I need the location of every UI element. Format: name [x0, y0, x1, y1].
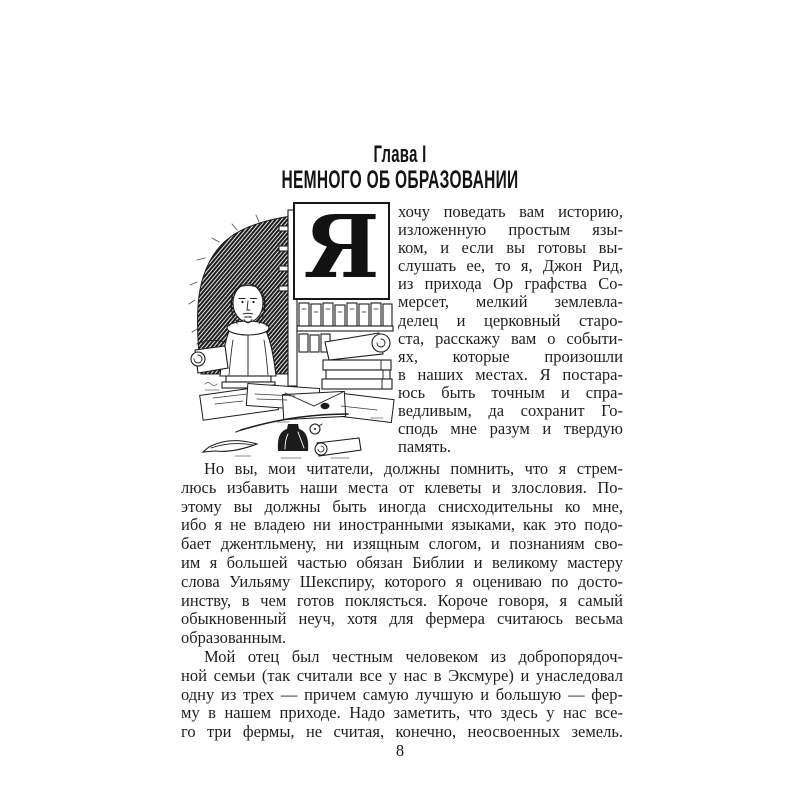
text-line: образованным. — [181, 628, 287, 648]
text-line: бает джентльмену, ни изящным слогом, и познаниям сво- — [181, 534, 623, 554]
text-line: делец и церковный старо- — [398, 310, 623, 330]
text-line: слова Уильяму Шекспиру, которого я оцениваю по досто- — [181, 571, 623, 591]
text-line: этому вы должны быть иногда снисходительны ко мне, — [181, 496, 623, 516]
text-line: ях, которые произошли — [398, 346, 623, 366]
text-line: ста, расскажу вам о событи- — [398, 328, 623, 348]
paragraph-2 — [181, 460, 623, 648]
text-line: ком, и если вы готовы вы- — [398, 238, 623, 258]
text-line: одну из трех — причем самую лучшую и большую — фер- — [181, 684, 623, 704]
page-number: 8 — [395, 741, 405, 760]
text-line: хочу поведать вам историю, — [398, 202, 623, 221]
chapter-title: НЕМНОГО ОБ ОБРАЗОВАНИИ — [281, 166, 519, 194]
chapter-illustration — [185, 197, 400, 460]
text-line: обыкновенный неуч, хотя для фермера считаюсь весьма — [181, 609, 623, 629]
chapter-heading — [0, 142, 800, 193]
text-line: го три фермы, не считая, конечно, неосвоенных земель. — [181, 722, 623, 742]
paragraph-3 — [181, 648, 623, 742]
text-line: люсь избавить наши места от клеветы и злословия. По- — [181, 477, 623, 497]
drop-cap-box — [293, 197, 390, 300]
text-line: память. — [398, 437, 452, 457]
text-line: в наших местах. Я постара- — [398, 364, 623, 384]
text-line: инству, в чем готов поклясться. Короче говоря, я самый — [181, 590, 623, 610]
text-line: слушать ее, то я, Джон Рид, — [398, 256, 623, 276]
text-line: ведливым, да сохранит Го- — [398, 401, 623, 421]
text-line: ибо я не владею ни иностранными языками, как это подо- — [181, 515, 623, 535]
chapter-label: Глава I — [373, 141, 427, 168]
opening-paragraph — [398, 203, 623, 456]
text-line: мерсет, мелкий землевла- — [398, 292, 623, 312]
text-line: из прихода Ор графства Со- — [398, 274, 623, 294]
text-line: Но вы, мои читатели, должны помнить, что я стрем- — [204, 459, 623, 478]
drop-cap-letter: Я — [303, 197, 380, 298]
text-line: му в нашем приходе. Надо заметить, что здесь у нас все- — [181, 703, 623, 723]
text-line: юсь быть точным и спра- — [398, 382, 623, 402]
text-line: им я большей частью обязан Библии и великому мастеру — [181, 552, 623, 572]
text-line: сподь мне разум и твердую — [398, 419, 623, 439]
text-line: изложенную простым язы- — [398, 220, 623, 240]
text-line: ной семьи (так считали все у нас в Эксмуре) и унаследовал — [181, 665, 623, 685]
text-line: Мой отец был честным человеком из добропорядоч- — [204, 647, 623, 666]
